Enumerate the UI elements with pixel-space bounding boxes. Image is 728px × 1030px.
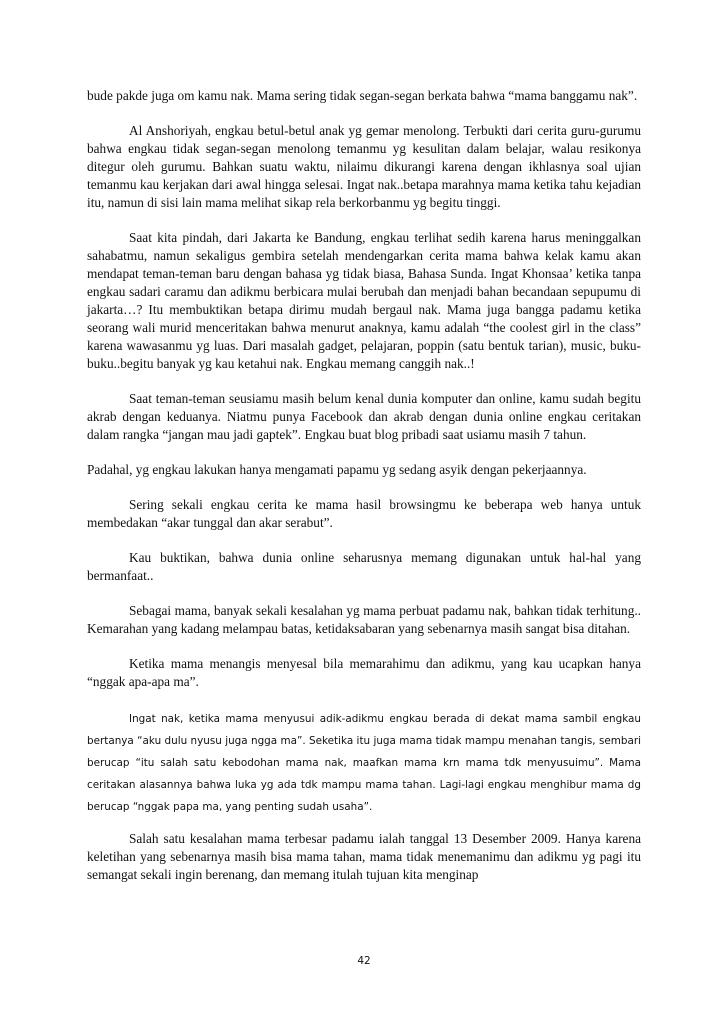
- paragraph-7: Kau buktikan, bahwa dunia online seharusnya memang digunakan untuk hal-hal yang bermanfaat..: [87, 550, 641, 583]
- paragraph-10: Ingat nak, ketika mama menyusui adik-adikmu engkau berada di dekat mama sambil engkau bertanya “aku dulu nyusu juga ngga ma”. Seketika itu juga mama tidak mampu menahan tangis, sembari berucap “itu salah satu kebodohan mama nak, maafkan mama krn mama tdk menyusuimu”. Mama ceritakan alasannya bahwa luka yg ada tdk mampu mama tahan. Lagi-lagi engkau menghibur mama dg berucap “nggak papa ma, yang penting sudah usaha”.: [87, 713, 641, 813]
- paragraph-8: Sebagai mama, banyak sekali kesalahan yg mama perbuat padamu nak, bahkan tidak terhitung.. Kemarahan yang kadang melampau batas, ketidaksabaran yang sebenarnya masih sangat bisa ditahan.: [87, 603, 641, 636]
- paragraph-2: Al Anshoriyah, engkau betul-betul anak yg gemar menolong. Terbukti dari cerita guru-gurumu bahwa engkau tidak segan-segan menolong temanmu yg kesulitan dalam belajar, walau resikonya ditegur oleh gurumu. Bahkan suatu waktu, nilaimu dikurangi karena dengan ikhlasnya soal ujian temanmu kau kerjakan dari awal hingga selesai. Ingat nak..betapa marahnya mama ketika tahu kejadian itu, namun di sisi lain mama melihat sikap rela berkorbanmu yg begitu tinggi.: [87, 123, 641, 210]
- paragraph-3: Saat kita pindah, dari Jakarta ke Bandung, engkau terlihat sedih karena harus meninggalkan sahabatmu, namun sekaligus gembira setelah mendengarkan cerita mama bahwa kelak kamu akan mendapat teman-teman baru dengan bahasa yg tidak biasa, Bahasa Sunda. Ingat Khonsaa’ ketika tanpa engkau sadari caramu dan adikmu berbicara mulai berubah dan menjadi bahan becandaan sepupumu di jakarta…? Itu membuktikan betapa dirimu mudah bergaul nak. Mama juga bangga padamu ketika seorang wali murid menceritakan bahwa menurut anaknya, kamu adalah “the coolest girl in the class” karena wawasanmu yg luas. Dari masalah gadget, pelajaran, poppin (satu bentuk tarian), music, buku-buku..begitu banyak yg kau ketahui nak. Engkau memang canggih nak..!: [87, 230, 641, 371]
- paragraph-5: Padahal, yg engkau lakukan hanya mengamati papamu yg sedang asyik dengan pekerjaannya.: [87, 462, 587, 477]
- page-number: 42: [357, 955, 371, 967]
- paragraph-6: Sering sekali engkau cerita ke mama hasil browsingmu ke beberapa web hanya untuk membedakan “akar tunggal dan akar serabut”.: [87, 497, 641, 530]
- paragraph-1: bude pakde juga om kamu nak. Mama sering tidak segan-segan berkata bahwa “mama banggamu nak”.: [87, 88, 638, 103]
- paragraph-9: Ketika mama menangis menyesal bila memarahimu dan adikmu, yang kau ucapkan hanya “nggak apa-apa ma”.: [87, 656, 641, 689]
- page-body: [87, 87, 641, 901]
- paragraph-4: Saat teman-teman seusiamu masih belum kenal dunia komputer dan online, kamu sudah begitu akrab dengan keduanya. Niatmu punya Facebook dan akrab dengan dunia online engkau ceritakan dalam rangka “jangan mau jadi gaptek”. Engkau buat blog pribadi saat usiamu masih 7 tahun.: [87, 391, 641, 442]
- paragraph-11: Salah satu kesalahan mama terbesar padamu ialah tanggal 13 Desember 2009. Hanya karena keletihan yang sebenarnya masih bisa mama tahan, mama tidak menemanimu dan adikmu yg pagi itu semangat sekali ingin berenang, dan memang itulah tujuan kita menginap: [87, 831, 641, 882]
